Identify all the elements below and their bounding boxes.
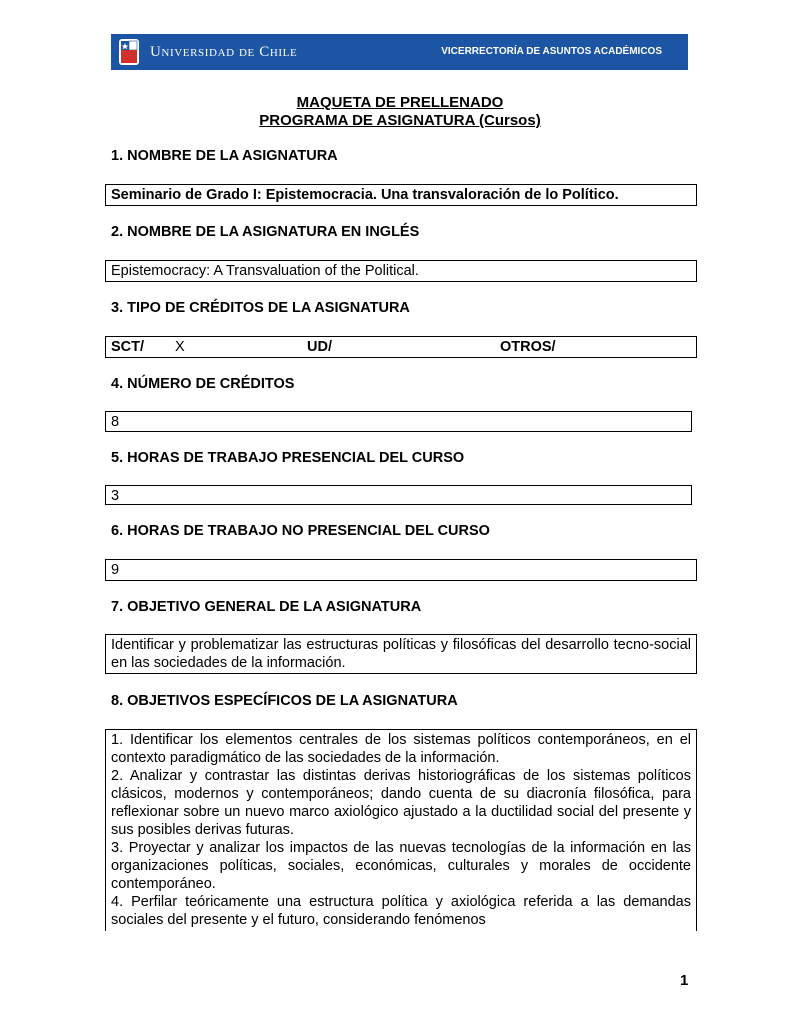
specific-objective-item: 3. Proyectar y analizar los impactos de las nuevas tecnologías de la información en las organizaciones políticas, sociales, económicas, culturales y morales de occidente contemporáneo. <box>111 840 691 892</box>
section-6-heading: 6. HORAS DE TRABAJO NO PRESENCIAL DEL CURSO <box>111 523 490 539</box>
section-4-heading: 4. NÚMERO DE CRÉDITOS <box>111 376 295 392</box>
course-name-english-box <box>105 260 697 282</box>
section-5-heading: 5. HORAS DE TRABAJO PRESENCIAL DEL CURSO <box>111 450 465 466</box>
non-presential-hours-box <box>105 559 697 581</box>
title-line-2: PROGRAMA DE ASIGNATURA (Cursos) <box>259 112 541 129</box>
credit-type-box <box>105 336 697 358</box>
course-name-box <box>105 184 697 206</box>
specific-objectives-box <box>105 729 697 931</box>
section-3-heading: 3. TIPO DE CRÉDITOS DE LA ASIGNATURA <box>111 300 410 316</box>
vicerrectoria-label: VICERRECTORÍA DE ASUNTOS ACADÉMICOS <box>441 46 662 57</box>
section-8-heading: 8. OBJETIVOS ESPECÍFICOS DE LA ASIGNATURA <box>111 693 458 709</box>
presential-hours-value: 3 <box>111 488 120 504</box>
specific-objective-item: 1. Identificar los elementos centrales de los sistemas políticos contemporáneos, en el contexto paradigmático de las sociedades de la información. <box>111 732 691 766</box>
non-presential-hours-value: 9 <box>111 562 120 578</box>
course-name-english-value: Epistemocracy: A Transvaluation of the Political. <box>111 263 419 279</box>
document-title <box>0 94 800 130</box>
section-1-heading: 1. NOMBRE DE LA ASIGNATURA <box>111 148 338 164</box>
otros-label: OTROS/ <box>500 339 556 355</box>
ud-label: UD/ <box>307 339 332 355</box>
credits-number-box <box>105 411 692 432</box>
page-number: 1 <box>680 972 689 989</box>
section-2-heading: 2. NOMBRE DE LA ASIGNATURA EN INGLÉS <box>111 224 420 240</box>
sct-label: SCT/ <box>111 339 145 355</box>
general-objective-box <box>105 634 697 674</box>
specific-objective-item: 2. Analizar y contrastar las distintas derivas historiográficas de los sistemas políticos clásicos, modernos y contemporáneos; dando cuenta de su diacronía filosófica, para reflexionar sobre un nuevo marco axiológico ajustado a la ductilidad social del presente y sus posibles derivas futuras. <box>111 768 691 838</box>
header-banner <box>111 34 688 70</box>
general-objective-value: Identificar y problematizar las estructuras políticas y filosóficas del desarrollo tecno-social en las sociedades de la información. <box>111 637 691 671</box>
university-crest-icon <box>118 38 140 66</box>
university-name: Universidad de Chile <box>150 43 298 60</box>
section-7-heading: 7. OBJETIVO GENERAL DE LA ASIGNATURA <box>111 599 422 615</box>
specific-objective-item: 4. Perfilar teóricamente una estructura política y axiológica referida a las demandas sociales del presente y el futuro, considerando fenómenos <box>111 894 691 928</box>
course-name-value: Seminario de Grado I: Epistemocracia. Una transvaloración de lo Político. <box>111 187 619 203</box>
presential-hours-box <box>105 485 692 505</box>
credits-number-value: 8 <box>111 414 120 430</box>
sct-mark: X <box>175 339 185 355</box>
title-line-1: MAQUETA DE PRELLENADO <box>296 94 504 111</box>
